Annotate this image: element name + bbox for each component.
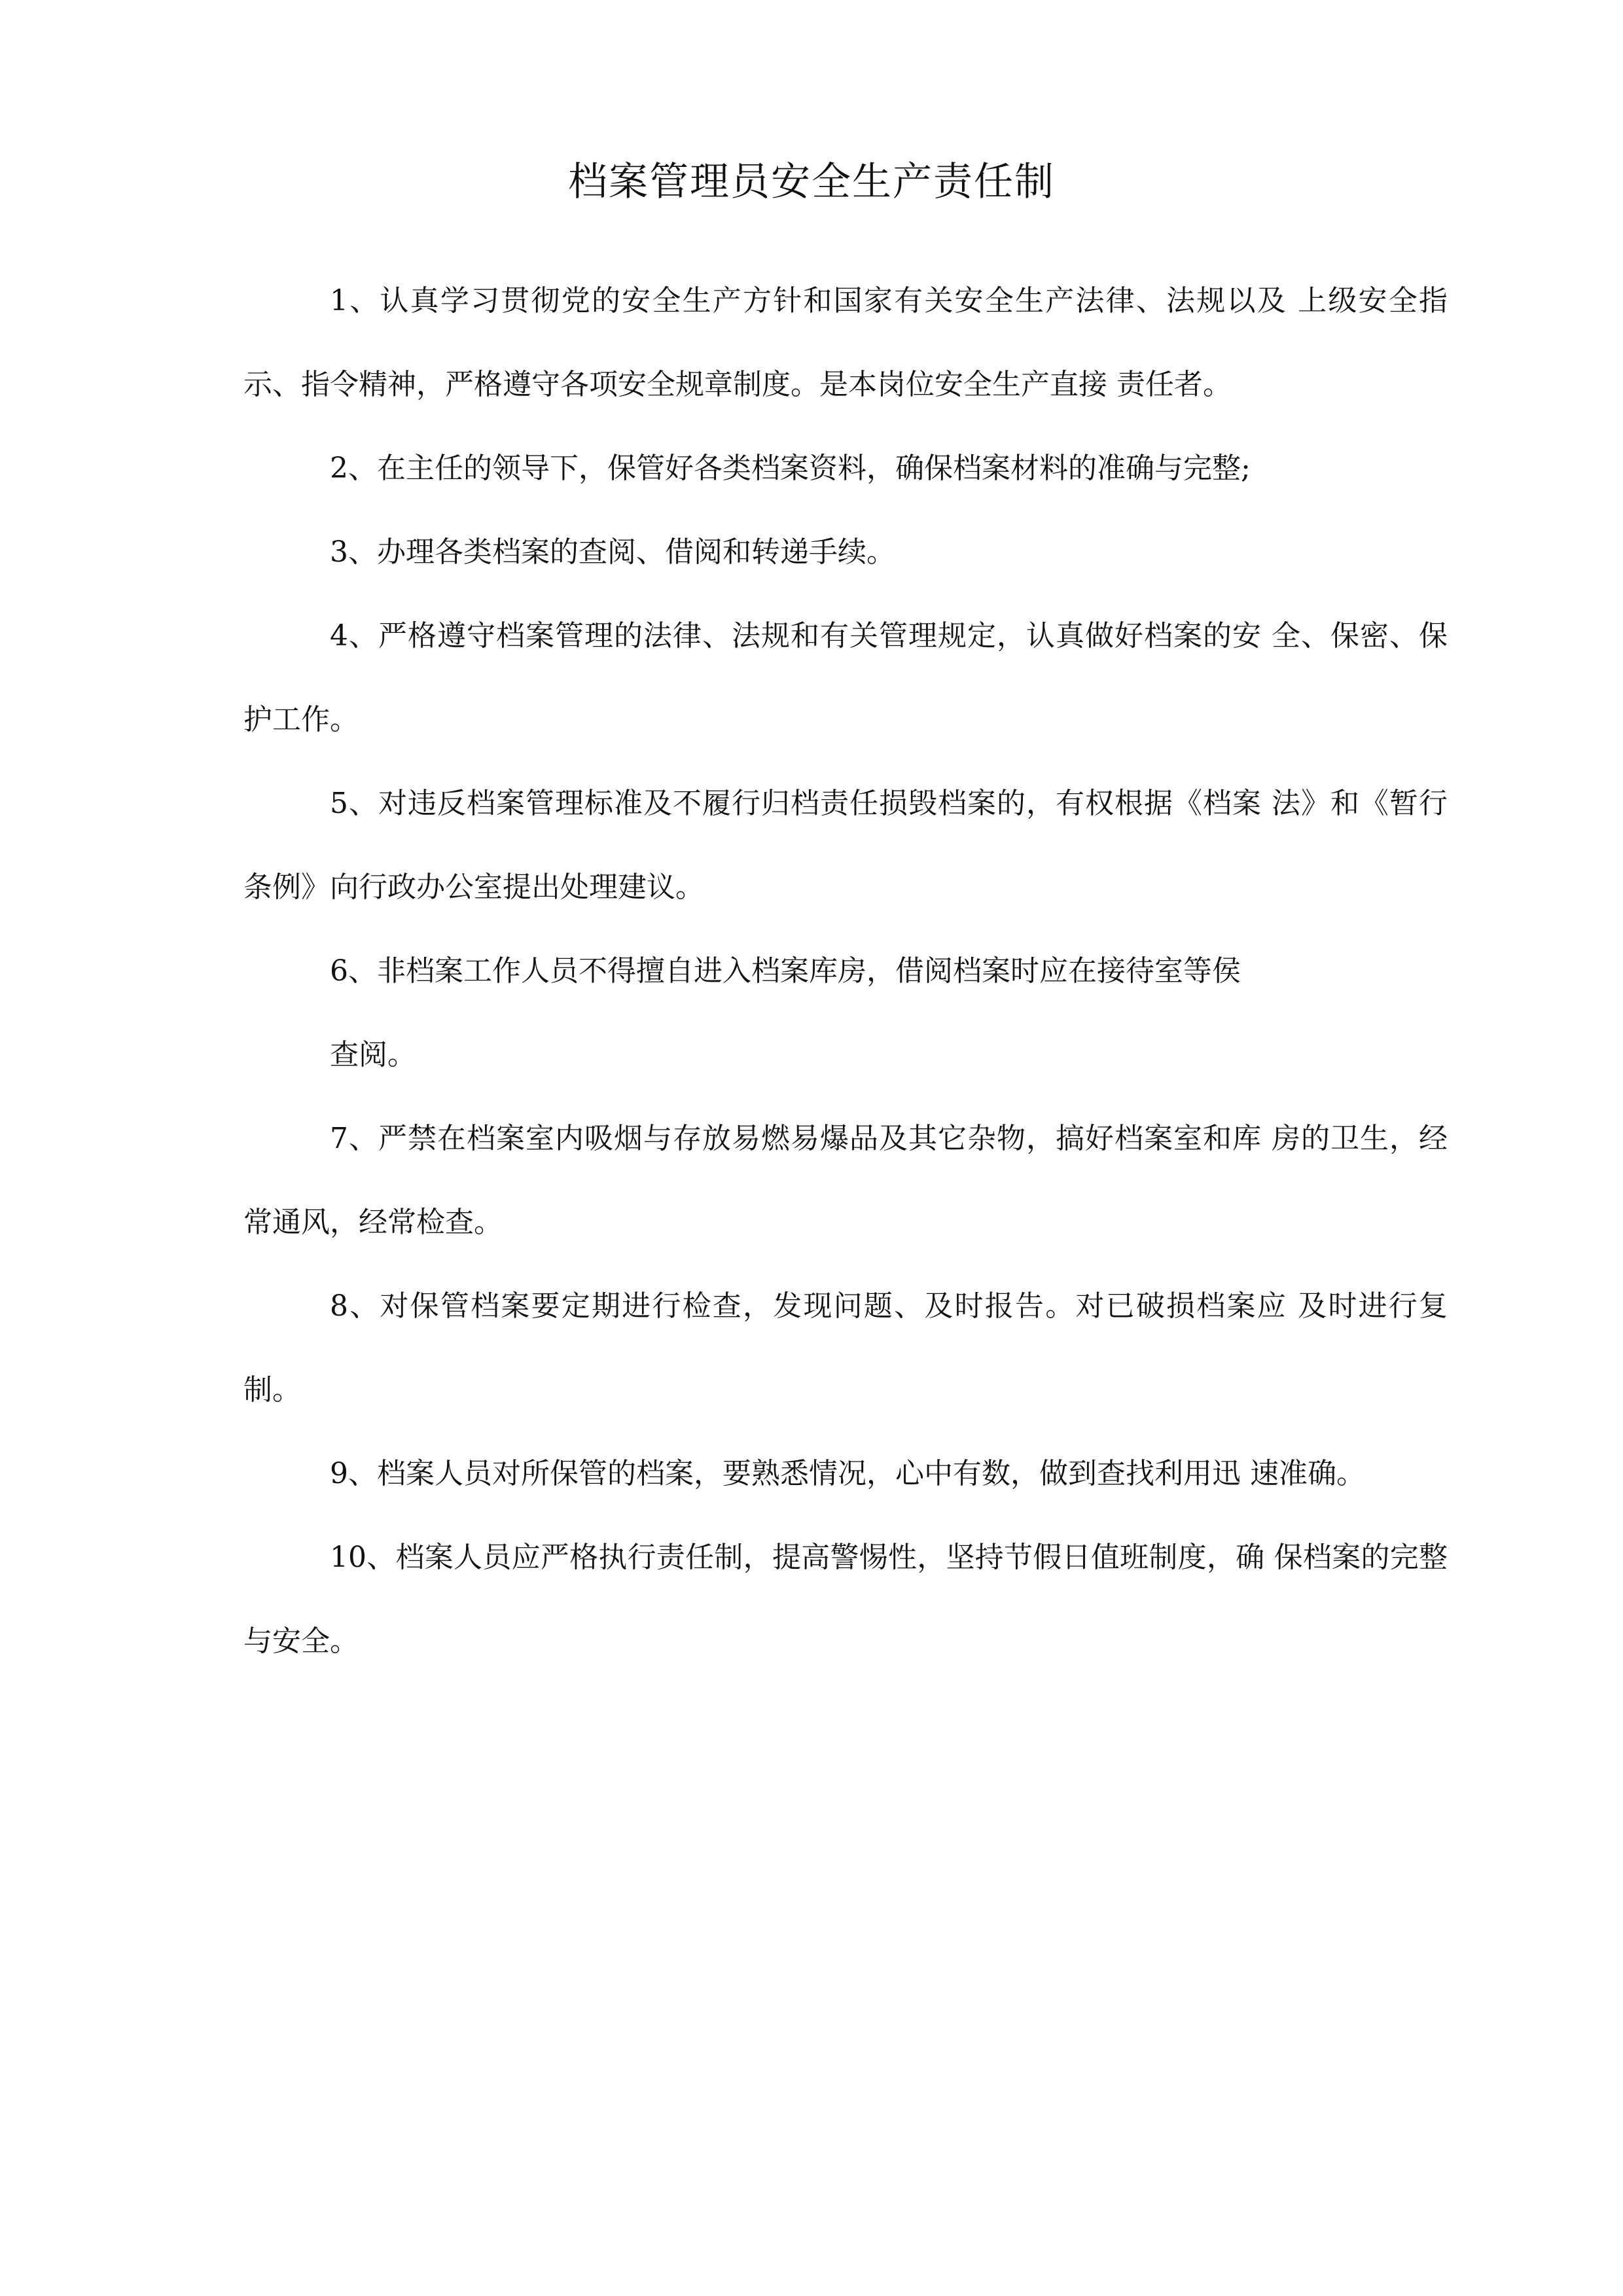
paragraph-3: 3、办理各类档案的查阅、借阅和转递手续。: [330, 535, 895, 569]
paragraph-7: 7、严禁在档案室内吸烟与存放易燃易爆品及其它杂物，搞好档案室和库 房的卫生，经常通风，经常检查。: [243, 1122, 1448, 1239]
document-body: [243, 259, 1448, 1683]
paragraph-1: 1、认真学习贯彻党的安全生产方针和国家有关安全生产法律、法规以及 上级安全指示、指令精神，严格遵守各项安全规章制度。是本岗位安全生产直接 责任者。: [243, 284, 1448, 401]
paragraph-6-continuation: 查阅。: [330, 1038, 416, 1071]
paragraph-2: 2、在主任的领导下，保管好各类档案资料，确保档案材料的准确与完整;: [330, 452, 1251, 485]
paragraph-6: 6、非档案工作人员不得擅自进入档案库房，借阅档案时应在接待室等侯: [330, 954, 1241, 988]
paragraph-5: 5、对违反档案管理标准及不履行归档责任损毁档案的，有权根据《档案 法》和《暂行条例》向行政办公室提出处理建议。: [243, 787, 1448, 904]
paragraph-4: 4、严格遵守档案管理的法律、法规和有关管理规定，认真做好档案的安 全、保密、保护工作。: [243, 619, 1448, 736]
paragraph-9: 9、档案人员对所保管的档案，要熟悉情况，心中有数，做到查找利用迅 速准确。: [330, 1457, 1365, 1490]
paragraph-8: 8、对保管档案要定期进行检查，发现问题、及时报告。对已破损档案应 及时进行复制。: [243, 1289, 1448, 1407]
page-title: 档案管理员安全生产责任制: [568, 159, 1055, 205]
paragraph-10: 10、档案人员应严格执行责任制，提高警惕性，坚持节假日值班制度，确 保档案的完整与安全。: [243, 1541, 1448, 1658]
